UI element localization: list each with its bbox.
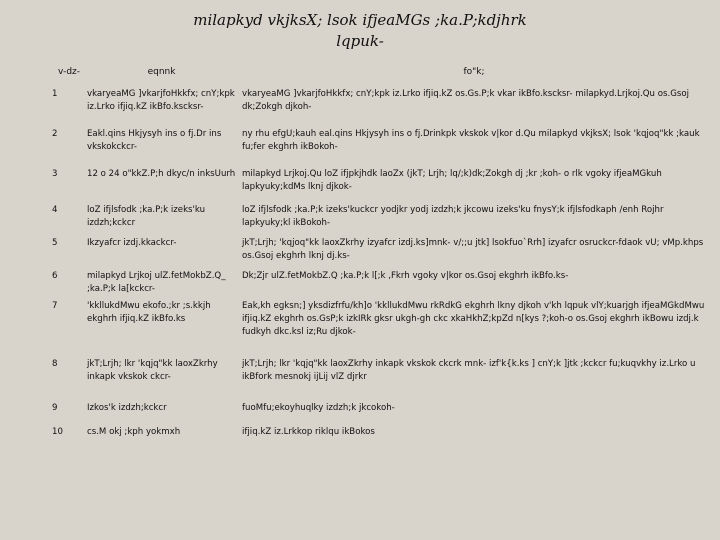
table-row xyxy=(50,270,710,300)
row-point: milapkyd Lrjkoj ulZ.fetMokbZ.Q_ ;ka.P;k la[kckcr- xyxy=(87,271,226,294)
row-subject: Eak,kh egksn;] yksdizfrfu/kh]o 'kkllukdMwu rkRdkG ekghrh lkny djkoh v'kh lqpuk vlY;kuarjgh ifjeaMGkdMwu ifjiq.kZ ekghrh os.GsP;k izkIRk gksr ukgh-gh ckc xkaHkhZ;kpZd n[kys ?;koh-o os.Gsoj ekghrh ikBowu izdj.k fudkyh dkc.ksl iz;Ru djkok- xyxy=(242,301,705,337)
row-number: 3 xyxy=(52,169,58,179)
table-row xyxy=(50,426,710,450)
row-point: loZ ifjlsfodk ;ka.P;k izeks'ku izdzh;kckcr xyxy=(87,205,206,228)
row-point: cs.M okj ;kph yokmxh xyxy=(87,427,181,437)
row-point: Eakl.qins Hkjysyh ins o fj.Dr ins vkskokckcr- xyxy=(87,129,222,152)
row-subject: vkaryeaMG ]vkarjfoHkkfx; cnY;kpk iz.Lrko ifjiq.kZ os.Gs.P;k vkar ikBfo.kscksr- milapkyd.Lrjkoj.Qu os.Gsoj dk;Zokgh djkoh- xyxy=(242,89,689,112)
table-row xyxy=(50,237,710,270)
row-subject: ny rhu efgU;kauh eal.qins Hkjysyh ins o fj.Drinkpk vkskok v|kor d.Qu milapkyd vkjksX; lsok 'kqjoq"kk ;kauk fu;fer ekghrh ikBokoh- xyxy=(242,129,700,152)
row-point: vkaryeaMG ]vkarjfoHkkfx; cnY;kpk iz.Lrko ifjiq.kZ ikBfo.kscksr- xyxy=(87,89,235,112)
row-subject: ifjiq.kZ iz.Lrkkop riklqu ikBokos xyxy=(242,427,375,437)
row-number: 7 xyxy=(52,301,58,311)
row-number: 5 xyxy=(52,238,58,248)
table-row xyxy=(50,358,710,402)
table-row xyxy=(50,402,710,426)
header-number: v-dz- xyxy=(58,67,81,77)
row-subject: milapkyd Lrjkoj.Qu loZ ifjpkjhdk laoZx (jkT; Lrjh; lq/;k)dk;Zokgh dj ;kr ;koh- o rlk vgoky ifjeaMGkuh lapkyuky;kdMs lknj djkok- xyxy=(242,169,662,192)
row-number: 8 xyxy=(52,359,58,369)
row-point: Izkos'k izdzh;kckcr xyxy=(87,403,167,413)
table-row xyxy=(50,88,710,128)
row-point: 'kkllukdMwu ekofo.;kr ;s.kkjh ekghrh ifjiq.kZ ikBfo.ks xyxy=(87,301,211,324)
points-table xyxy=(50,66,710,450)
row-number: 4 xyxy=(52,205,58,215)
header-points: eqnnk xyxy=(147,67,176,77)
row-number: 1 xyxy=(52,89,58,99)
row-number: 9 xyxy=(52,403,58,413)
row-subject: jkT;Lrjh; lkr 'kqjq"kk laoxZkrhy inkapk vkskok ckcrk mnk- izf'k{k.ks ] cnY;k ]jtk ;kckcr fu;kuqvkhy iz.Lrko u ikBfork mesnokj ijLij vlZ djrkr xyxy=(242,359,696,382)
row-number: 2 xyxy=(52,129,58,139)
row-subject: fuoMfu;ekoyhuqlky izdzh;k jkcokoh- xyxy=(242,403,395,413)
header-subject: fo"k; xyxy=(463,67,485,77)
table-row xyxy=(50,128,710,168)
row-subject: jkT;Lrjh; 'kqjoq"kk laoxZkrhy izyafcr izdj.ks]mnk- v/;;u jtk] lsokfuo`Rrh] izyafcr osruckcr-fdaok vU; vMp.khps os.Gsoj ekghrh lknj dj.ks- xyxy=(242,238,704,261)
table-row xyxy=(50,300,710,358)
table-row xyxy=(50,168,710,204)
table-row xyxy=(50,204,710,237)
row-number: 6 xyxy=(52,271,58,281)
row-point: Ikzyafcr izdj.kkackcr- xyxy=(87,238,177,248)
table-header-row xyxy=(50,66,710,88)
row-subject: Dk;Zjr ulZ.fetMokbZ.Q ;ka.P;k l[;k ,Fkrh vgoky v|kor os.Gsoj ekghrh ikBfo.ks- xyxy=(242,271,569,281)
document-title xyxy=(0,10,720,52)
row-number: 10 xyxy=(52,427,63,437)
title-line-1: milapkyd vkjksX; lsok ifjeaMGs ;ka.P;kdjhrk xyxy=(193,11,527,29)
row-subject: loZ ifjlsfodk ;ka.P;k izeks'kuckcr yodjkr yodj izdzh;k jkcowu izeks'ku fnysY;k ifjlsfodkaph /enh Rojhr lapkyuky;kl ikBokoh- xyxy=(242,205,664,228)
row-point: jkT;Lrjh; lkr 'kqjq"kk laoxZkrhy inkapk vkskok ckcr- xyxy=(87,359,218,382)
title-line-2: lqpuk- xyxy=(336,32,384,50)
row-point: 12 o 24 o"kkZ.P;h dkyc/n inksUurh xyxy=(87,169,236,179)
